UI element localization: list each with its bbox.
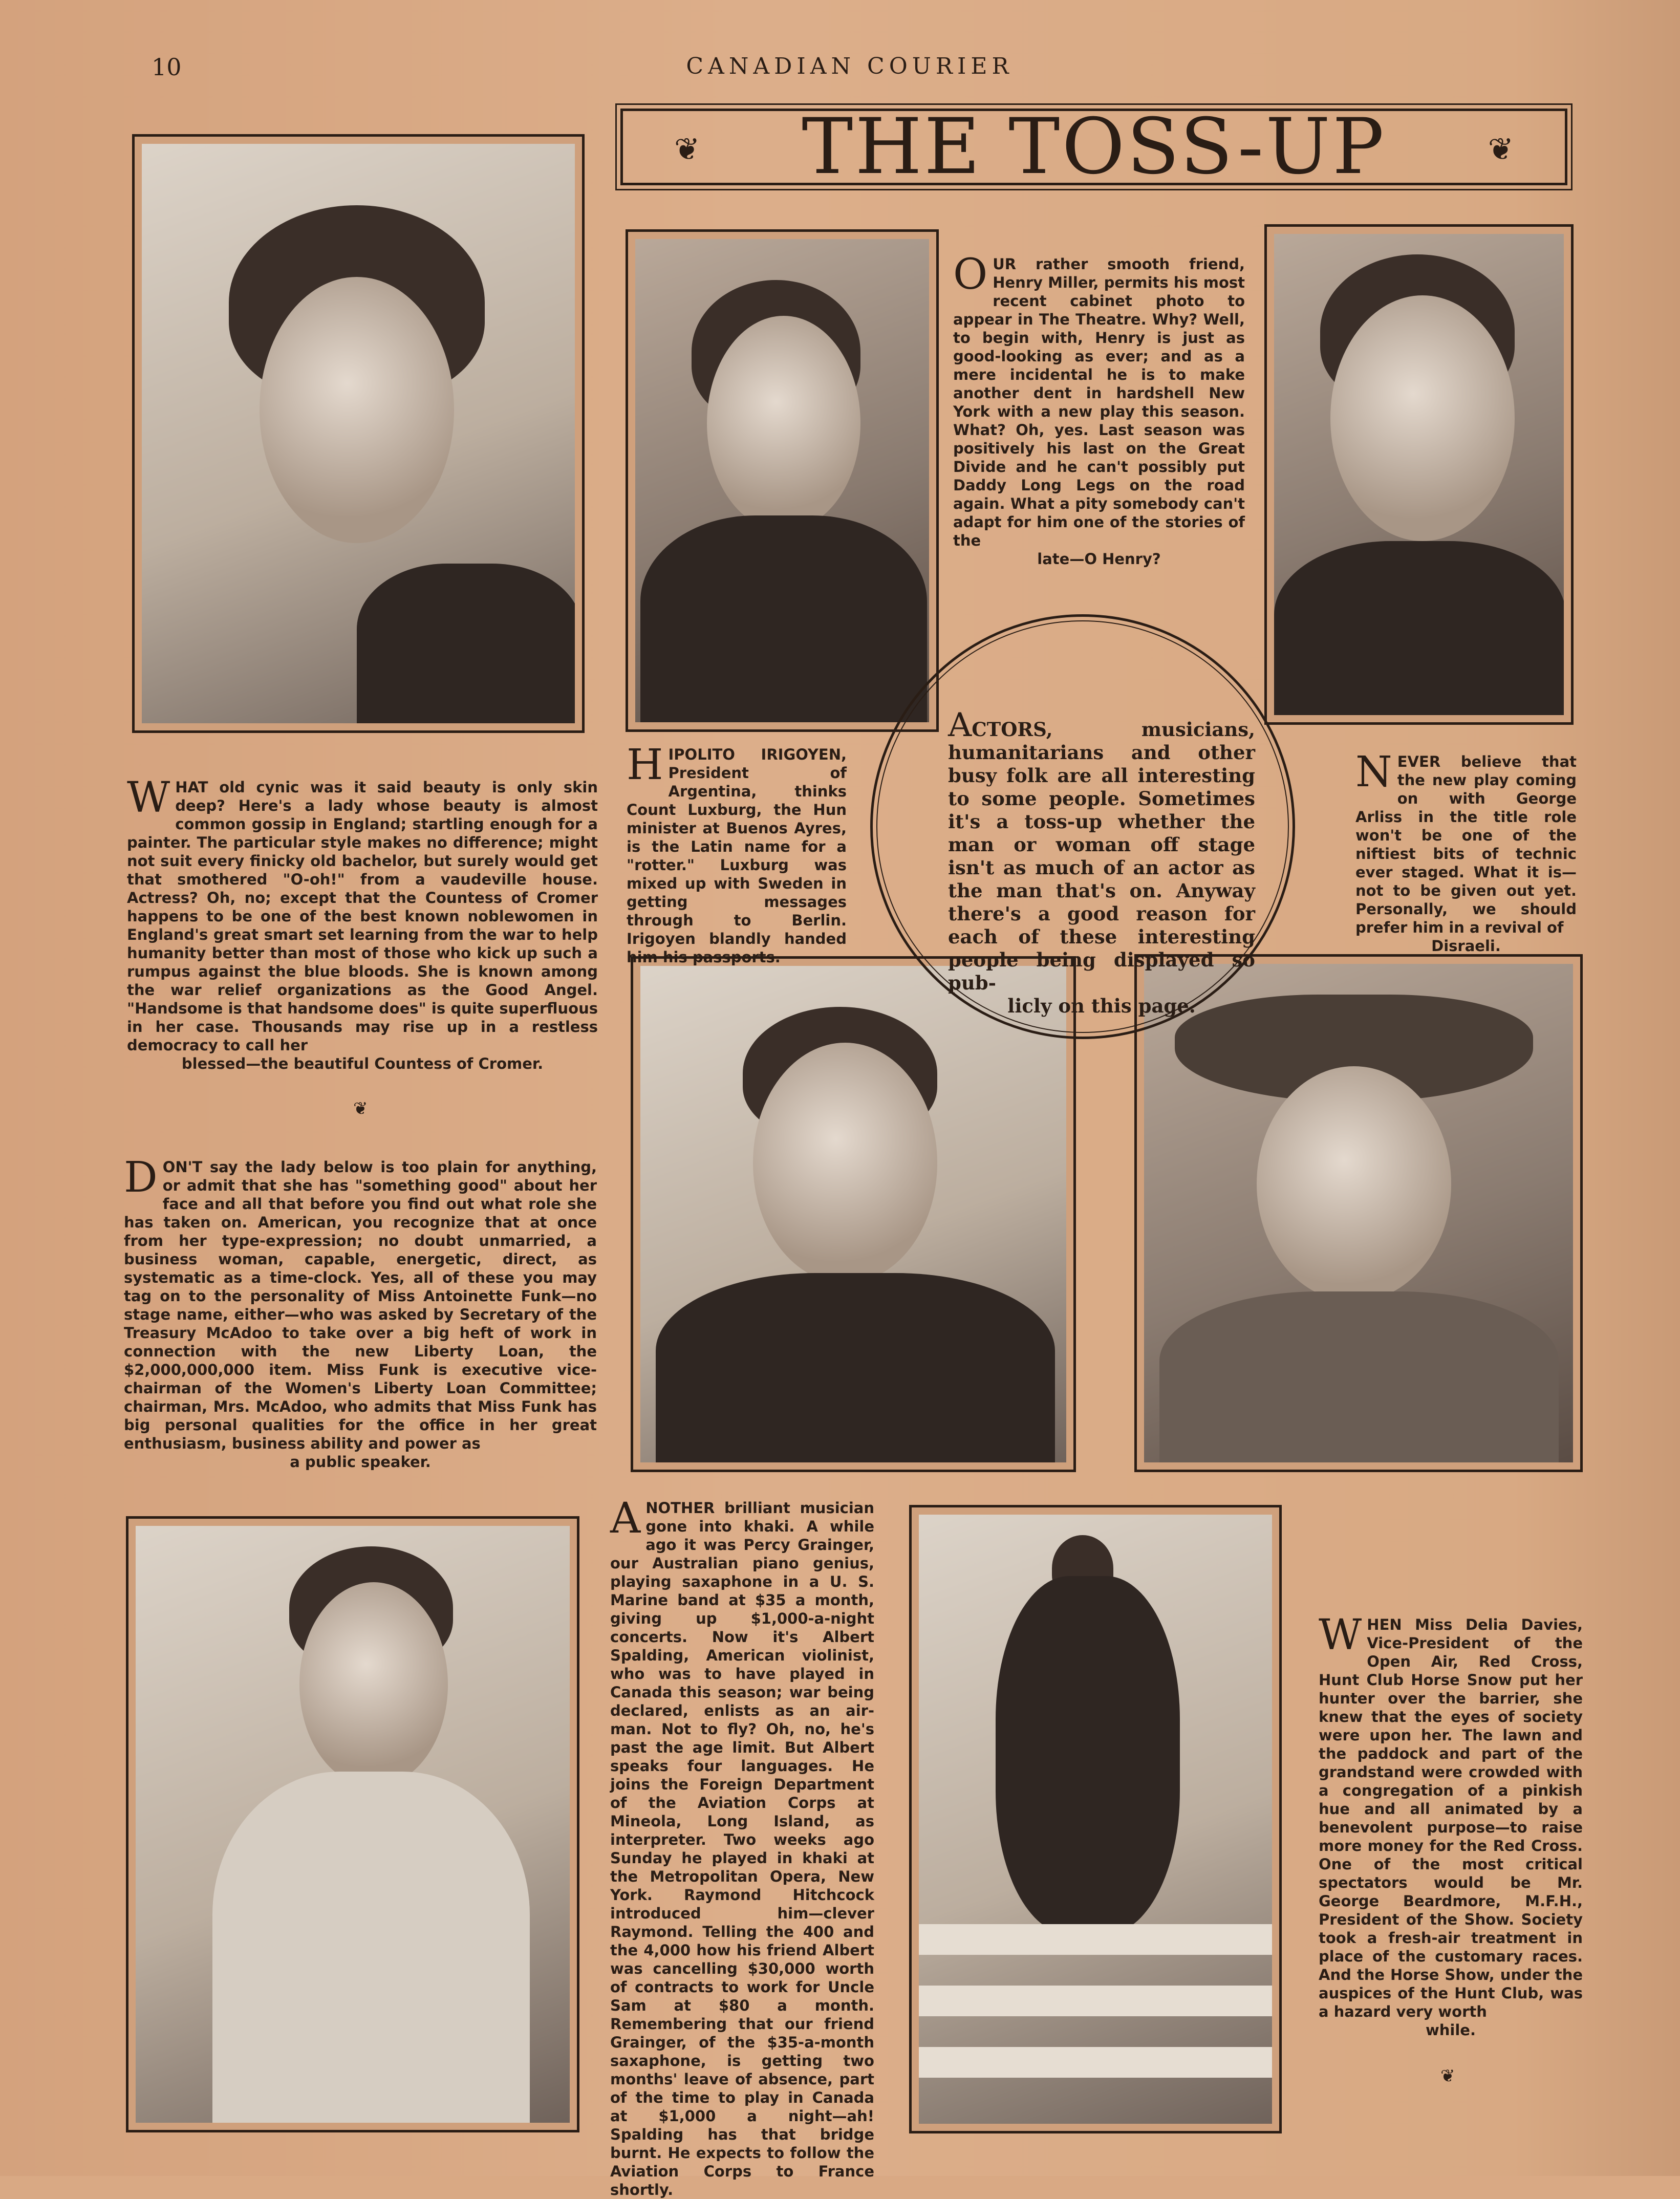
photo-grainger [1134,954,1583,1472]
article-funk: DON'T say the lady below is too plain for anything, or admit that she has "something good" about her face and all that before you find out what role she has taken on. American, you recognize that at once from her type-expression; no doubt unmarried, a business woman, capable, energetic, direct, as systematic as a time-clock. Yes, all of these you may tag on to the personality of Miss Antoinette Funk—no stage name, either—who was asked by Secretary of the Treasury McAdoo to take over a big heft of work in connection with the new Liberty Loan, the $2,000,000,000 item. Miss Funk is executive vice-chairman of the Women's Liberty Loan Committee; chairman, Mrs. McAdoo, who admits that Miss Funk has big personal qualities for the office in her great enthusiasm, business ability and power as a public speaker. [124,1153,597,1471]
portrait-seated-woman-image [136,1526,570,2123]
article-miller: OUR rather smooth friend, Henry Miller, permits his most recent cabinet photo to appear in The Theatre. Why? Well, to begin with, Henry is just as good-looking as ever; and as a mere incidental he is to make another dent in hardshell New York with a new play this season. What? Oh, yes. Last season was positively his last on the Great Divide and he can't possibly put Daddy Long Legs on the road again. What a pity somebody can't adapt for him one of the stories of the late—O Henry? [953,250,1245,568]
article-countess: WHAT old cynic was it said beauty is only skin deep? Here's a lady whose beauty is almost common gossip in England; startling enough for a painter. The particular style makes no difference; might not suit every finicky old bachelor, but surely would get that smothered "O-oh!" from a vaudeville house. Actress? Oh, no; except that the Countess of Cromer happens to be one of the best known noblewomen in England's great smart set learning from the war to help humanity better than most of those who kick up such a rumpus against the blue bloods. She is known among the war relief organizations as the Good Angel. "Handsome is that handsome does" is quite superfluous in her case. Thousands may rise up in a restless democracy to call her blessed—the beautiful Countess of Cromer. [127,773,598,1072]
portrait-soldier-hat-image [1144,964,1573,1462]
portrait-man-mustache-image [640,966,1066,1462]
photo-miller [1264,224,1574,725]
page-title: THE TOSS-UP [802,102,1386,191]
article-davies: WHEN Miss Delia Davies, Vice-President of the Open Air, Red Cross, Hunt Club Horse Snow put her hunter over the barrier, she knew that the eyes of society were upon her. The lawn and the paddock and part of the grandstand were crowded with a congregation of a pinkish hue and all animated by a benevolent purpose—to raise more money for the Red Cross. One of the most critical spectators would be Mr. George Beardmore, M.F.H., President of the Show. Society took a fresh-air treatment in place of the customary races. And the Horse Show, under the auspices of the Hunt Club, was a hazard very worth while. [1319,1611,1583,2039]
photo-funk [126,1516,579,2132]
page-number: 10 [152,53,182,81]
portrait-man-image [1274,234,1564,715]
title-box [620,102,1567,191]
horse-jumping-image [919,1515,1272,2124]
photo-irigoyen [626,229,939,732]
ornament-left-icon: ❦ [674,132,700,167]
photo-davies [909,1505,1282,2133]
photo-luxburg [631,956,1076,1472]
end-ornament-icon: ❦ [1440,2066,1455,2086]
publication-name: CANADIAN COURIER [686,53,1014,79]
article-grainger: ANOTHER brilliant musician gone into khaki. A while ago it was Percy Grainger, our Australian piano genius, playing saxaphone in a U. S. Marine band at $35 a month, giving up $1,000-a-night concerts. Now it's Albert Spalding, American violinist, who was to have played in Canada this season; war being declared, enlists as an air-man. Not to fly? Oh, no, he's past the age limit. But Albert speaks four languages. He joins the Foreign Department of the Aviation Corps at Mineola, Long Island, as interpreter. Two weeks ago Sunday he played in khaki at the Metropolitan Opera, New York. Raymond Hitchcock introduced him—clever Raymond. Telling the 400 and the 4,000 how his friend Albert was cancelling $30,000 worth of contracts to work for Uncle Sam at $80 a month. Remembering that our friend Grainger, of the $35-a-month saxaphone, is getting two months' leave of absence, part of the time to play in Canada at $1,000 a night—ah! Spalding has that bridge burnt. He expects to follow the Aviation Corps to France shortly. [610,1494,874,2198]
ornament-right-icon: ❦ [1488,132,1514,167]
intro-text: ACTORS, musicians, humanitarians and other busy folk are all interesting to some people. Sometimes it's a toss-up whether the man or woman off stage isn't as much of an actor as the man that's on. Anyway there's a good reason for each of these interesting people being displayed so pub- licly on this page. [948,706,1255,1017]
portrait-man-profile-image [635,239,929,722]
article-arliss: NEVER believe that the new play coming on with George Arliss in the title role won't be one of the niftiest bits of technic ever staged. What it is—not to be given out yet. Personally, we should prefer him in a revival of Disraeli. [1355,748,1577,955]
portrait-woman-image [142,144,575,723]
article-irigoyen: HIPOLITO IRIGOYEN, President of Argentina, thinks Count Luxburg, the Hun minister at Buenos Ayres, is the Latin name for a "rotter." Luxburg was mixed up with Sweden in getting messages through to Berlin. Irigoyen blandly handed him his passports. [627,741,847,966]
photo-countess [132,134,585,733]
divider-ornament-icon: ❦ [353,1098,368,1119]
